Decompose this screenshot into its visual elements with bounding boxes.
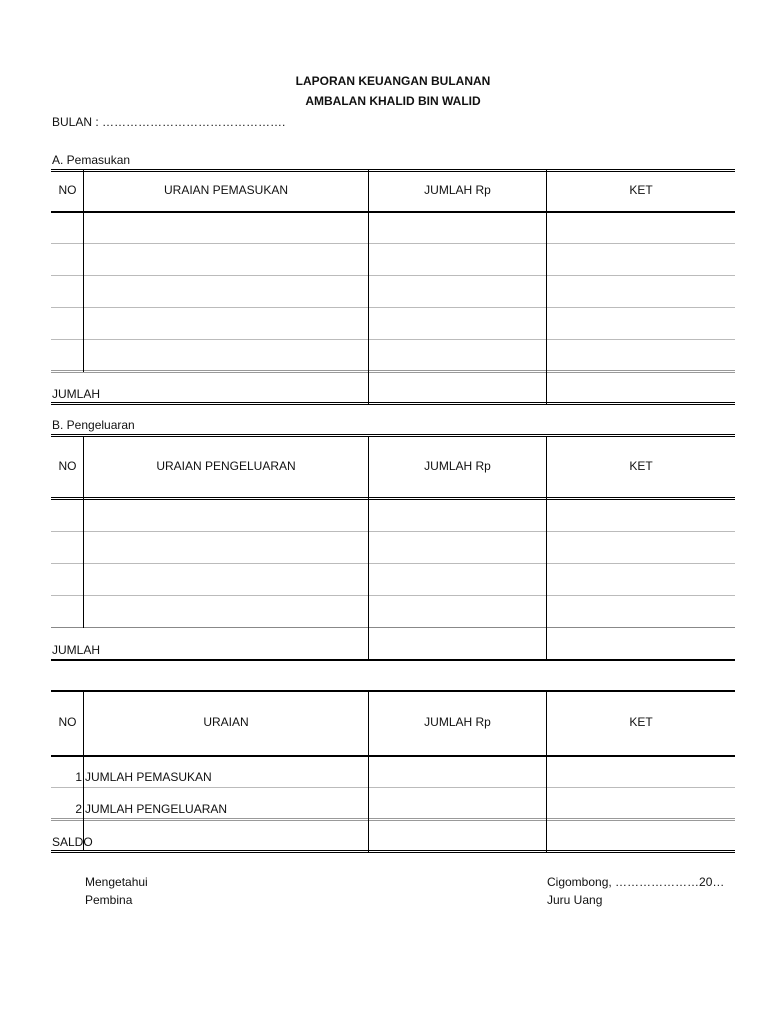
section-b-total-border (51, 627, 735, 628)
section-b-col-ket: KET (629, 459, 653, 473)
section-a-top-border (51, 169, 735, 172)
footer-left-line2: Pembina (85, 893, 133, 907)
section-b-col-divider (368, 436, 369, 660)
section-a-total-label: JUMLAH (52, 387, 101, 401)
section-c-col-jumlah: JUMLAH Rp (424, 715, 491, 729)
report-title: LAPORAN KEUANGAN BULANAN (295, 74, 491, 88)
section-b-header-border (51, 497, 735, 500)
section-b-col-divider (83, 436, 84, 628)
section-c-row-line (51, 787, 735, 788)
section-a-col-jumlah: JUMLAH Rp (424, 183, 491, 197)
section-a-col-divider (83, 170, 84, 372)
summary-row-uraian: JUMLAH PEMASUKAN (85, 770, 212, 784)
section-a-row-line (51, 243, 735, 244)
section-c-col-divider (546, 691, 547, 852)
section-c-header-border (51, 755, 735, 757)
section-a-total-border (51, 370, 735, 373)
section-a-row-line (51, 307, 735, 308)
section-c-bottom-border (51, 850, 735, 853)
section-b-bottom-border (51, 659, 735, 661)
section-b-col-uraian: URAIAN PENGELUARAN (156, 459, 296, 473)
section-a-col-no: NO (58, 183, 77, 197)
section-c-col-divider (368, 691, 369, 852)
section-c-col-divider (83, 691, 84, 851)
section-b-total-label: JUMLAH (52, 643, 101, 657)
section-a-row-line (51, 275, 735, 276)
section-b-col-divider (546, 436, 547, 660)
section-c-col-uraian: URAIAN (203, 715, 249, 729)
section-a-col-divider (368, 170, 369, 404)
section-a-header-border (51, 211, 735, 213)
section-b-col-no: NO (58, 459, 77, 473)
summary-row-no: 1 (75, 770, 82, 784)
section-c-top-border (51, 690, 735, 692)
section-c-total-label: SALDO (52, 835, 93, 849)
section-c-total-border (51, 818, 735, 821)
summary-row-uraian: JUMLAH PENGELUARAN (85, 802, 228, 816)
section-b-row-line (51, 595, 735, 596)
section-a-heading: A. Pemasukan (52, 153, 131, 167)
section-b-top-border (51, 434, 735, 437)
section-a-col-uraian: URAIAN PEMASUKAN (163, 183, 289, 197)
report-subtitle: AMBALAN KHALID BIN WALID (305, 94, 481, 108)
footer-right-line2: Juru Uang (547, 893, 603, 907)
section-a-bottom-border (51, 402, 735, 405)
section-c-col-ket: KET (629, 715, 653, 729)
section-b-col-jumlah: JUMLAH Rp (424, 459, 491, 473)
month-field: BULAN : ………………………………………. (52, 115, 286, 129)
section-a-row-line (51, 339, 735, 340)
summary-row-no: 2 (75, 802, 82, 816)
section-b-heading: B. Pengeluaran (52, 418, 135, 432)
section-b-row-line (51, 531, 735, 532)
section-b-row-line (51, 563, 735, 564)
footer-right-line1: Cigombong, …………………20… (547, 875, 725, 889)
footer-left-line1: Mengetahui (85, 875, 148, 889)
section-c-col-no: NO (58, 715, 77, 729)
section-a-col-ket: KET (629, 183, 653, 197)
section-a-col-divider (546, 170, 547, 404)
